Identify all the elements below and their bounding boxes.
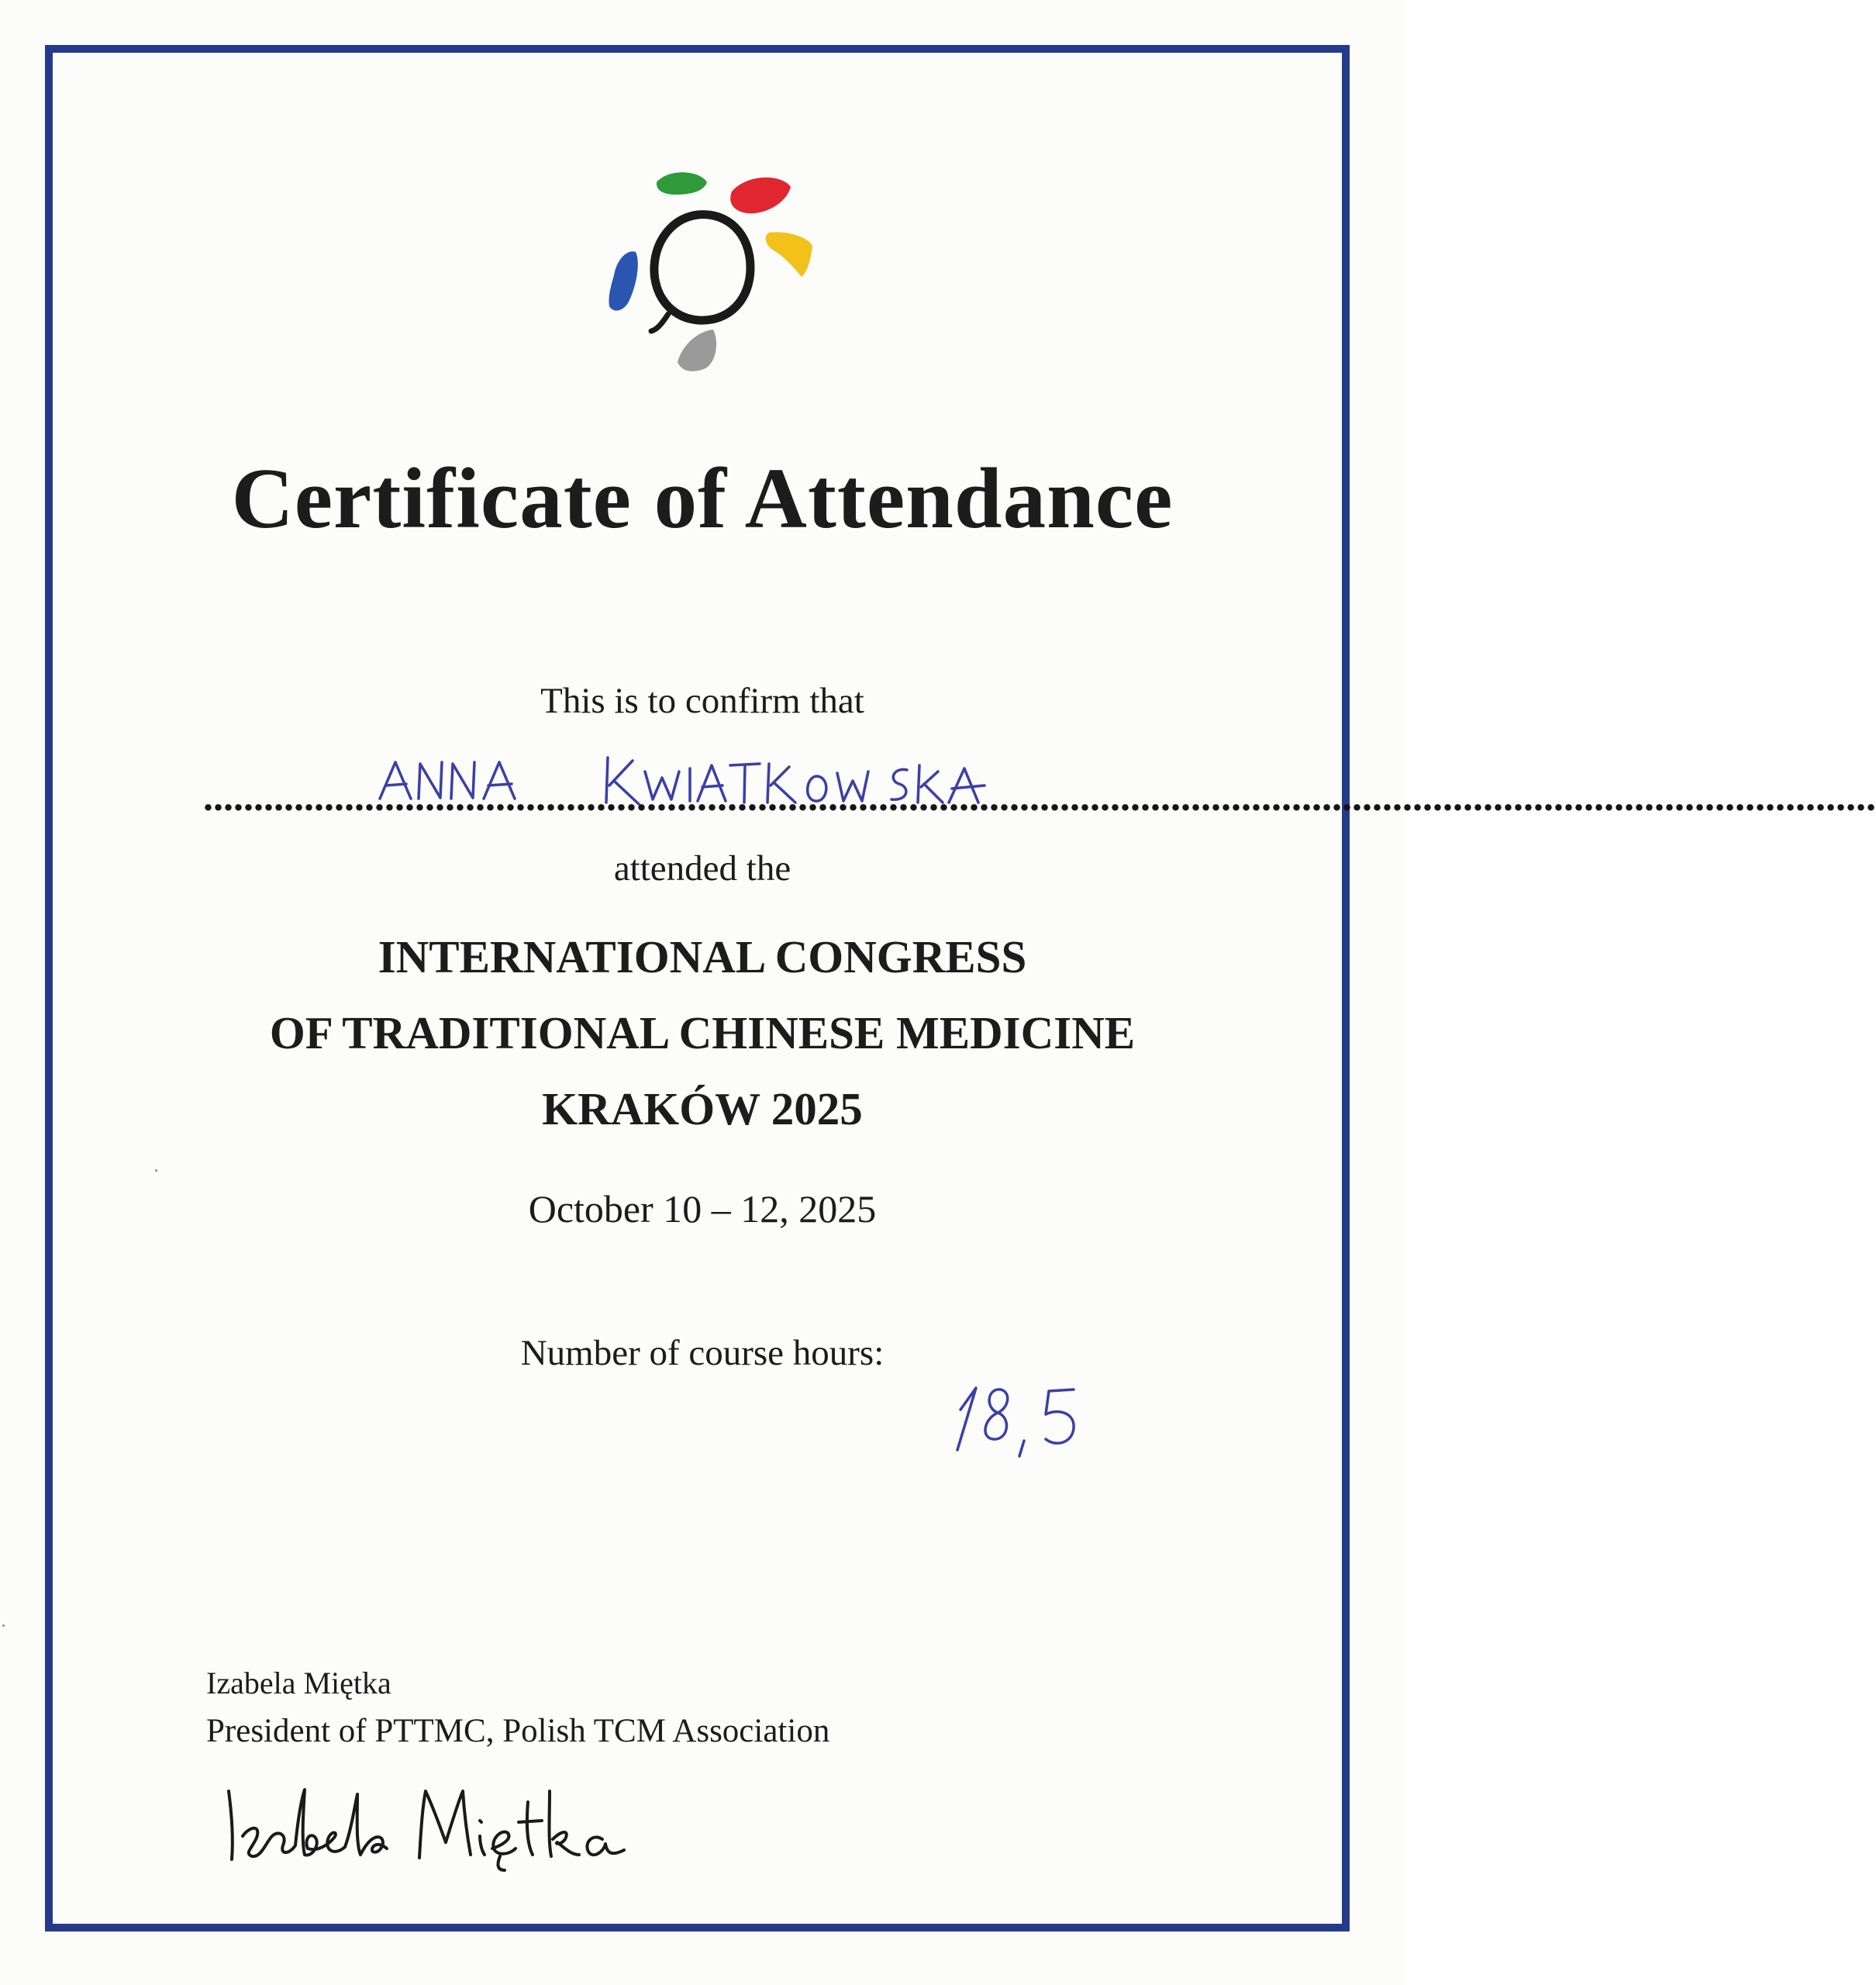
name-dotted-line: ...................................................................................................................................................................... [203,775,1876,820]
signer-name: Izabela Miętka [206,1666,391,1700]
event-line-3: KRAKÓW 2025 [542,1083,863,1134]
attended-text: attended the [613,848,791,889]
confirm-text: This is to confirm that [540,681,864,721]
event-line-2: OF TRADITIONAL CHINESE MEDICINE [269,1007,1136,1058]
course-hours-label: Number of course hours: [520,1333,885,1373]
handwritten-attendee-name [372,740,1039,826]
scan-speck [2,1624,5,1627]
handwritten-signature [221,1768,632,1876]
turtle-emblem-icon [591,159,823,392]
scan-speck [155,1169,157,1172]
handwritten-course-hours [950,1372,1105,1465]
certificate-title: Certificate of Attendance [231,451,1174,547]
event-line-1: INTERNATIONAL CONGRESS [378,931,1027,982]
signer-role: President of PTTMC, Polish TCM Association [206,1713,830,1749]
event-name [0,919,1405,1147]
event-dates: October 10 – 12, 2025 [528,1187,877,1231]
